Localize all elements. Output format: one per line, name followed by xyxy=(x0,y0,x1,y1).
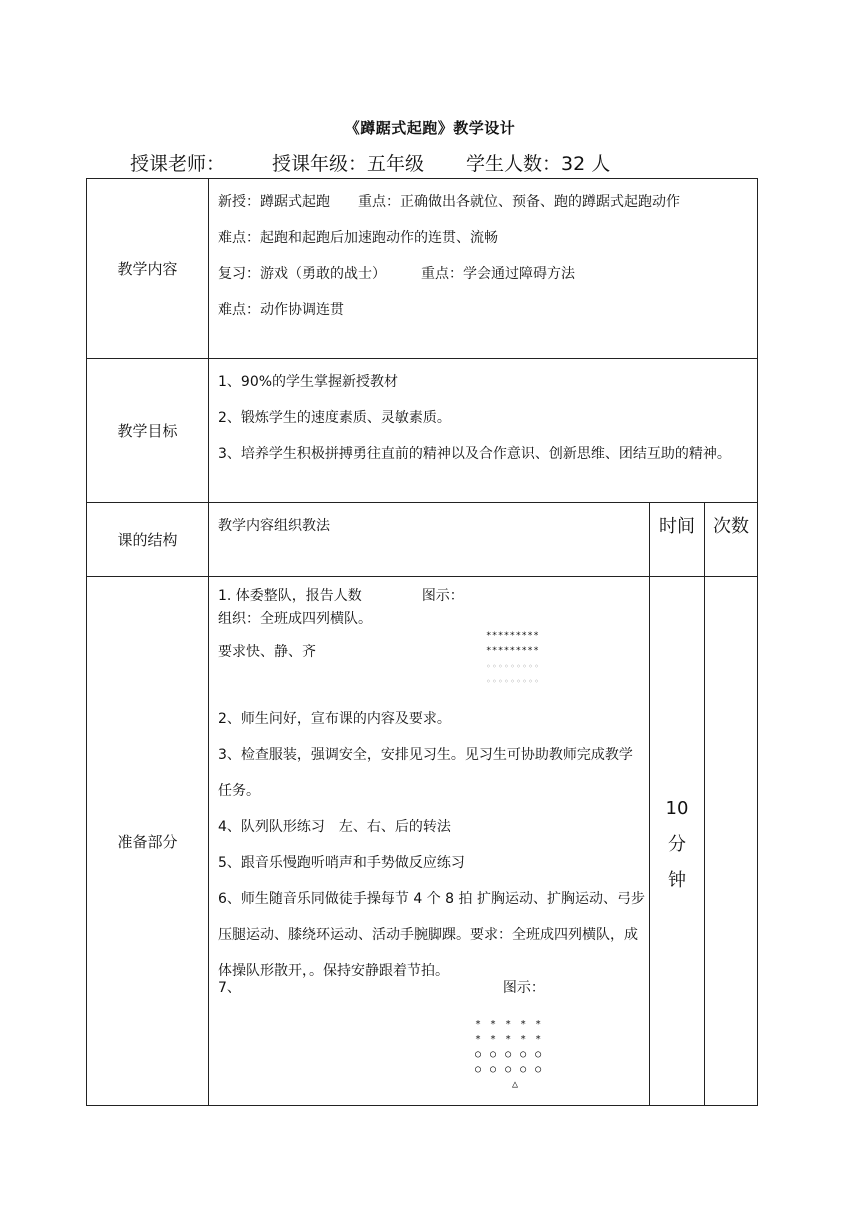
teacher-field: 授课老师： xyxy=(130,153,226,175)
formation-row: ○ ○ ○ ○ ○ xyxy=(475,1064,542,1075)
cell-teaching-content xyxy=(209,179,758,359)
formation-diagram-2 xyxy=(475,1017,541,1092)
grade-field: 授课年级：五年级 xyxy=(272,153,425,175)
label-teaching-goals: 教学目标 xyxy=(87,359,209,503)
content-line: 难点：起跑和起跑后加速跑动作的连贯、流畅 xyxy=(218,230,498,246)
prep-item-2: 2、师生问好，宣布课的内容及要求。 xyxy=(218,711,451,727)
prep-item-5: 5、跟音乐慢跑听哨声和手势做反应练习 xyxy=(218,855,465,871)
row-preparation xyxy=(87,577,758,1106)
formation-row: * * * * * xyxy=(475,1019,542,1030)
label-lesson-structure: 课的结构 xyxy=(87,503,209,577)
prep-item-3: 3、检查服装，强调安全，安排见习生。见习生可协助教师完成教学任务。 xyxy=(218,747,633,799)
header-method: 教学内容组织教法 xyxy=(209,503,650,577)
cell-preparation xyxy=(209,577,650,1106)
row-lesson-structure xyxy=(87,503,758,577)
formation-row: ◦◦◦◦◦◦◦◦◦ xyxy=(486,677,541,686)
goal-line: 1、90%的学生掌握新授教材 xyxy=(218,374,399,390)
formation-row: ********* xyxy=(486,646,540,656)
document-title: 《蹲踞式起跑》教学设计 xyxy=(344,119,516,137)
content-line: 复习：游戏（勇敢的战士） 重点：学会通过障碍方法 xyxy=(218,266,575,282)
label-preparation: 准备部分 xyxy=(87,577,209,1106)
formation-row: ********* xyxy=(486,631,540,641)
row-teaching-content xyxy=(87,179,758,359)
prep-requirement: 要求快、静、齐 xyxy=(218,644,316,660)
diagram-label: 图示： xyxy=(421,588,464,604)
prep-organization: 组织：全班成四列横队。 xyxy=(218,611,372,627)
students-field: 学生人数：32 人 xyxy=(466,153,611,175)
lesson-info xyxy=(130,149,610,176)
cell-teaching-goals xyxy=(209,359,758,503)
content-line: 难点：动作协调连贯 xyxy=(218,302,344,318)
header-time: 时间 xyxy=(650,503,705,577)
cell-prep-time xyxy=(650,577,705,1106)
header-count: 次数 xyxy=(705,503,758,577)
cell-prep-count xyxy=(705,577,758,1106)
content-line: 新授：蹲踞式起跑 重点：正确做出各就位、预备、跑的蹲踞式起跑动作 xyxy=(218,194,680,210)
formation-diagram-1 xyxy=(486,629,540,689)
prep-item-7: 7、 图示： xyxy=(218,980,545,996)
prep-item-6: 6、师生随音乐同做徒手操每节 4 个 8 拍 扩胸运动、扩胸运动、弓步压腿运动、膝绕环运动、活动手腕脚踝。要求：全班成四列横队，成体操队形散开，。保持安静跟着节拍。 xyxy=(218,891,645,979)
formation-row: ◦◦◦◦◦◦◦◦◦ xyxy=(486,662,541,671)
prep-item-1: 1. 体委整队，报告人数 图示： xyxy=(218,588,464,604)
formation-row: * * * * * xyxy=(475,1034,542,1045)
goal-line: 2、锻炼学生的速度素质、灵敏素质。 xyxy=(218,410,451,426)
prep-item-4: 4、队列队形练习 左、右、后的转法 xyxy=(218,819,451,835)
formation-row: ○ ○ ○ ○ ○ xyxy=(475,1049,542,1060)
label-teaching-content: 教学内容 xyxy=(87,179,209,359)
lesson-plan-table xyxy=(86,178,758,1106)
row-teaching-goals xyxy=(87,359,758,503)
prep-time: 10分钟 xyxy=(665,798,689,891)
teacher-triangle-icon: △ xyxy=(512,1079,519,1090)
goal-line: 3、培养学生积极拼搏勇往直前的精神以及合作意识、创新思维、团结互助的精神。 xyxy=(218,446,731,462)
diagram-label: 图示： xyxy=(502,980,545,996)
